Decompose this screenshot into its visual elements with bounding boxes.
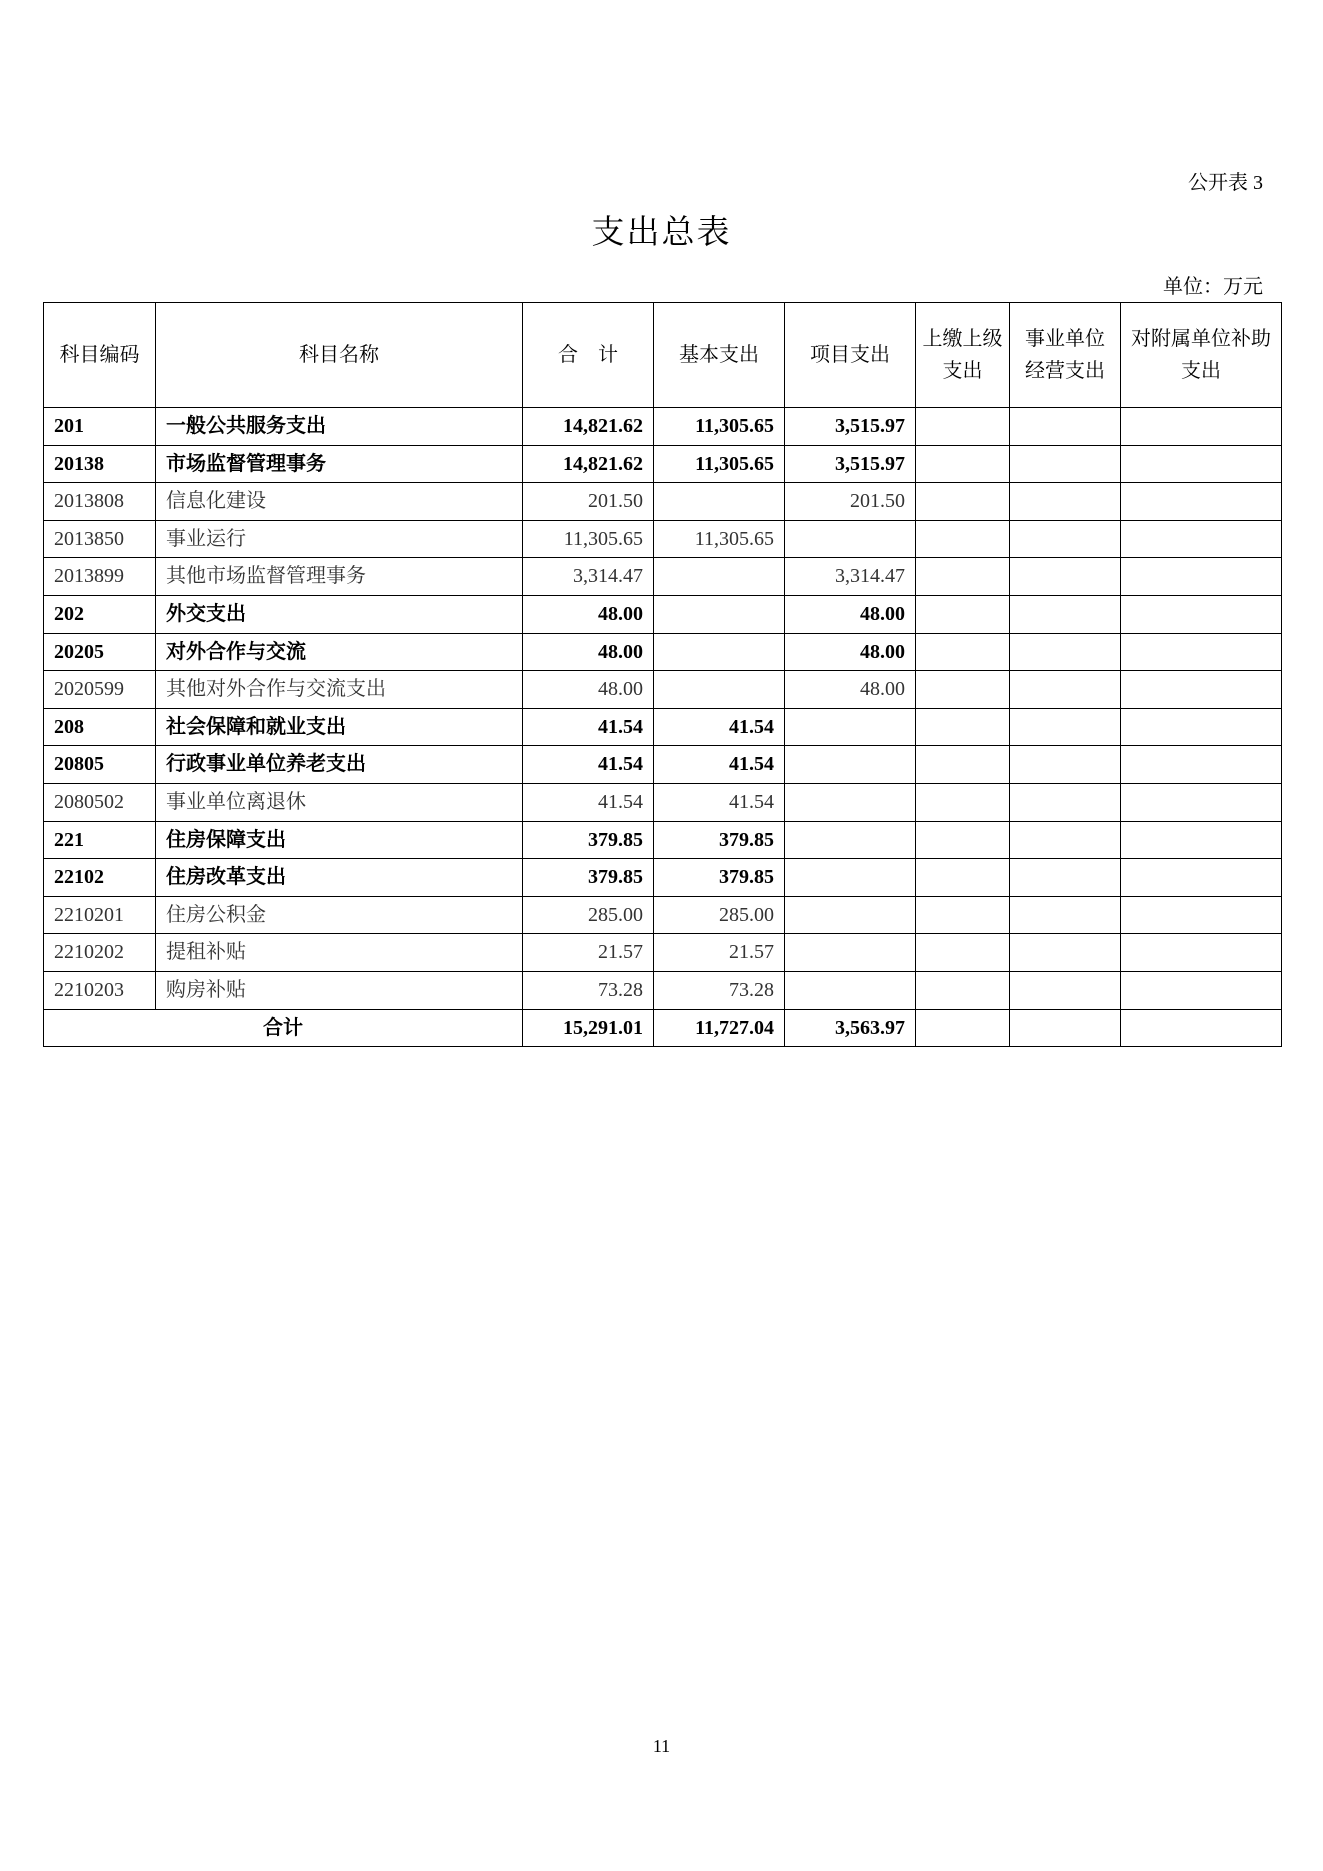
cell-business bbox=[1010, 971, 1121, 1009]
cell-basic: 73.28 bbox=[654, 971, 785, 1009]
cell-business bbox=[1010, 859, 1121, 897]
cell-project: 3,515.97 bbox=[785, 445, 916, 483]
cell-code: 2210201 bbox=[44, 896, 156, 934]
cell-subsidy bbox=[1121, 520, 1282, 558]
cell-basic: 285.00 bbox=[654, 896, 785, 934]
cell-code: 208 bbox=[44, 708, 156, 746]
cell-upper bbox=[916, 558, 1010, 596]
cell-name: 事业单位离退休 bbox=[156, 783, 523, 821]
cell-name: 其他对外合作与交流支出 bbox=[156, 671, 523, 709]
total-row bbox=[44, 1009, 1282, 1047]
cell-code: 2020599 bbox=[44, 671, 156, 709]
cell-subsidy bbox=[1121, 558, 1282, 596]
table-row bbox=[44, 408, 1282, 446]
cell-total: 11,305.65 bbox=[523, 520, 654, 558]
cell-business bbox=[1010, 821, 1121, 859]
cell-total: 41.54 bbox=[523, 783, 654, 821]
table-row bbox=[44, 896, 1282, 934]
cell-upper bbox=[916, 408, 1010, 446]
table-row bbox=[44, 971, 1282, 1009]
cell-subsidy bbox=[1121, 483, 1282, 521]
cell-upper bbox=[916, 445, 1010, 483]
cell-project: 3,314.47 bbox=[785, 558, 916, 596]
cell-total: 14,821.62 bbox=[523, 445, 654, 483]
cell-business bbox=[1010, 746, 1121, 784]
cell-upper bbox=[916, 520, 1010, 558]
cell-code: 202 bbox=[44, 595, 156, 633]
cell-name: 社会保障和就业支出 bbox=[156, 708, 523, 746]
cell-code: 2210202 bbox=[44, 934, 156, 972]
cell-total: 48.00 bbox=[523, 595, 654, 633]
cell-basic bbox=[654, 671, 785, 709]
cell-subsidy bbox=[1121, 896, 1282, 934]
cell-basic: 11,305.65 bbox=[654, 445, 785, 483]
cell-basic: 41.54 bbox=[654, 746, 785, 784]
cell-subsidy bbox=[1121, 595, 1282, 633]
cell-basic bbox=[654, 633, 785, 671]
table-row bbox=[44, 859, 1282, 897]
cell-code: 2013899 bbox=[44, 558, 156, 596]
cell-basic: 41.54 bbox=[654, 708, 785, 746]
cell-business bbox=[1010, 408, 1121, 446]
cell-subsidy bbox=[1121, 934, 1282, 972]
cell-code: 20138 bbox=[44, 445, 156, 483]
cell-upper bbox=[916, 671, 1010, 709]
cell-project bbox=[785, 708, 916, 746]
cell-subsidy bbox=[1121, 671, 1282, 709]
cell-business bbox=[1010, 708, 1121, 746]
cell-project: 48.00 bbox=[785, 595, 916, 633]
header-upper: 上缴上级支出 bbox=[916, 303, 1010, 408]
cell-total: 14,821.62 bbox=[523, 408, 654, 446]
cell-code: 2210203 bbox=[44, 971, 156, 1009]
cell-project: 201.50 bbox=[785, 483, 916, 521]
cell-upper bbox=[916, 633, 1010, 671]
cell-upper bbox=[916, 896, 1010, 934]
form-number: 公开表 3 bbox=[1188, 172, 1263, 194]
cell-project: 48.00 bbox=[785, 633, 916, 671]
cell-name: 对外合作与交流 bbox=[156, 633, 523, 671]
cell-total: 73.28 bbox=[523, 971, 654, 1009]
total-cell-project: 3,563.97 bbox=[785, 1009, 916, 1047]
expenditure-summary-table bbox=[43, 302, 1282, 1047]
cell-subsidy bbox=[1121, 821, 1282, 859]
table-row bbox=[44, 783, 1282, 821]
cell-business bbox=[1010, 633, 1121, 671]
cell-upper bbox=[916, 821, 1010, 859]
cell-business bbox=[1010, 934, 1121, 972]
cell-subsidy bbox=[1121, 708, 1282, 746]
cell-project: 48.00 bbox=[785, 671, 916, 709]
cell-code: 2013850 bbox=[44, 520, 156, 558]
table-row bbox=[44, 633, 1282, 671]
cell-subsidy bbox=[1121, 746, 1282, 784]
cell-code: 22102 bbox=[44, 859, 156, 897]
total-cell-subsidy bbox=[1121, 1009, 1282, 1047]
cell-total: 48.00 bbox=[523, 671, 654, 709]
cell-basic: 11,305.65 bbox=[654, 520, 785, 558]
cell-upper bbox=[916, 783, 1010, 821]
cell-business bbox=[1010, 783, 1121, 821]
header-project: 项目支出 bbox=[785, 303, 916, 408]
cell-subsidy bbox=[1121, 408, 1282, 446]
cell-project bbox=[785, 821, 916, 859]
cell-code: 20805 bbox=[44, 746, 156, 784]
unit-label: 单位：万元 bbox=[1163, 276, 1263, 298]
cell-project bbox=[785, 971, 916, 1009]
total-cell-upper bbox=[916, 1009, 1010, 1047]
cell-business bbox=[1010, 483, 1121, 521]
cell-name: 外交支出 bbox=[156, 595, 523, 633]
cell-name: 一般公共服务支出 bbox=[156, 408, 523, 446]
cell-basic: 21.57 bbox=[654, 934, 785, 972]
cell-upper bbox=[916, 746, 1010, 784]
cell-project: 3,515.97 bbox=[785, 408, 916, 446]
table-row bbox=[44, 558, 1282, 596]
header-business: 事业单位经营支出 bbox=[1010, 303, 1121, 408]
cell-subsidy bbox=[1121, 859, 1282, 897]
cell-upper bbox=[916, 595, 1010, 633]
cell-upper bbox=[916, 859, 1010, 897]
cell-project bbox=[785, 746, 916, 784]
cell-name: 其他市场监督管理事务 bbox=[156, 558, 523, 596]
header-code: 科目编码 bbox=[44, 303, 156, 408]
cell-total: 285.00 bbox=[523, 896, 654, 934]
table-row bbox=[44, 708, 1282, 746]
cell-project bbox=[785, 520, 916, 558]
table-body bbox=[44, 408, 1282, 1010]
cell-code: 20205 bbox=[44, 633, 156, 671]
table-row bbox=[44, 671, 1282, 709]
cell-subsidy bbox=[1121, 971, 1282, 1009]
cell-subsidy bbox=[1121, 783, 1282, 821]
cell-upper bbox=[916, 971, 1010, 1009]
cell-name: 事业运行 bbox=[156, 520, 523, 558]
cell-business bbox=[1010, 558, 1121, 596]
header-total: 合 计 bbox=[523, 303, 654, 408]
cell-total: 379.85 bbox=[523, 859, 654, 897]
cell-name: 市场监督管理事务 bbox=[156, 445, 523, 483]
table-row bbox=[44, 934, 1282, 972]
cell-subsidy bbox=[1121, 633, 1282, 671]
cell-total: 201.50 bbox=[523, 483, 654, 521]
total-cell-basic: 11,727.04 bbox=[654, 1009, 785, 1047]
cell-project bbox=[785, 934, 916, 972]
cell-code: 201 bbox=[44, 408, 156, 446]
cell-total: 48.00 bbox=[523, 633, 654, 671]
cell-project bbox=[785, 783, 916, 821]
cell-name: 住房公积金 bbox=[156, 896, 523, 934]
table-row bbox=[44, 445, 1282, 483]
cell-basic bbox=[654, 595, 785, 633]
total-cell-total: 15,291.01 bbox=[523, 1009, 654, 1047]
page-number: 11 bbox=[652, 1736, 671, 1756]
cell-code: 2080502 bbox=[44, 783, 156, 821]
cell-total: 41.54 bbox=[523, 708, 654, 746]
cell-upper bbox=[916, 934, 1010, 972]
cell-total: 379.85 bbox=[523, 821, 654, 859]
total-label: 合计 bbox=[44, 1009, 523, 1047]
cell-business bbox=[1010, 896, 1121, 934]
header-name: 科目名称 bbox=[156, 303, 523, 408]
cell-business bbox=[1010, 520, 1121, 558]
table-row bbox=[44, 483, 1282, 521]
cell-code: 2013808 bbox=[44, 483, 156, 521]
header-subsidy: 对附属单位补助支出 bbox=[1121, 303, 1282, 408]
header-row bbox=[44, 303, 1282, 408]
cell-total: 41.54 bbox=[523, 746, 654, 784]
total-cell-business bbox=[1010, 1009, 1121, 1047]
cell-basic: 11,305.65 bbox=[654, 408, 785, 446]
cell-business bbox=[1010, 445, 1121, 483]
table-row bbox=[44, 821, 1282, 859]
table-row bbox=[44, 595, 1282, 633]
table-row bbox=[44, 520, 1282, 558]
cell-name: 信息化建设 bbox=[156, 483, 523, 521]
cell-total: 21.57 bbox=[523, 934, 654, 972]
cell-project bbox=[785, 859, 916, 897]
header-basic: 基本支出 bbox=[654, 303, 785, 408]
cell-business bbox=[1010, 595, 1121, 633]
page-title: 支出总表 bbox=[591, 212, 732, 251]
cell-name: 住房改革支出 bbox=[156, 859, 523, 897]
cell-project bbox=[785, 896, 916, 934]
cell-name: 购房补贴 bbox=[156, 971, 523, 1009]
cell-upper bbox=[916, 708, 1010, 746]
cell-name: 住房保障支出 bbox=[156, 821, 523, 859]
cell-name: 行政事业单位养老支出 bbox=[156, 746, 523, 784]
cell-code: 221 bbox=[44, 821, 156, 859]
cell-basic: 379.85 bbox=[654, 859, 785, 897]
cell-basic bbox=[654, 483, 785, 521]
cell-upper bbox=[916, 483, 1010, 521]
cell-basic bbox=[654, 558, 785, 596]
cell-name: 提租补贴 bbox=[156, 934, 523, 972]
cell-basic: 379.85 bbox=[654, 821, 785, 859]
cell-basic: 41.54 bbox=[654, 783, 785, 821]
cell-total: 3,314.47 bbox=[523, 558, 654, 596]
cell-subsidy bbox=[1121, 445, 1282, 483]
cell-business bbox=[1010, 671, 1121, 709]
table-row bbox=[44, 746, 1282, 784]
